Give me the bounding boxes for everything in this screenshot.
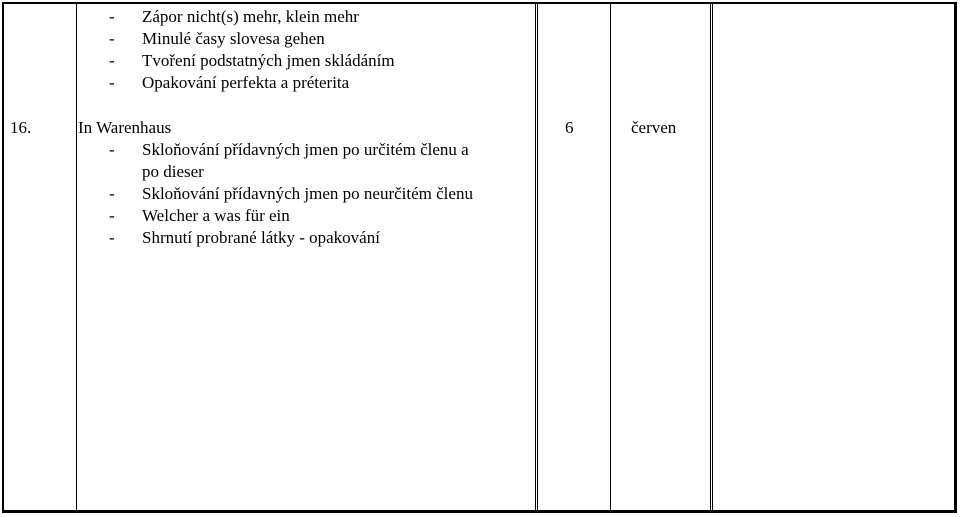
topic-item-text: Opakování perfekta a préterita	[142, 73, 350, 92]
row-2-topic-list	[109, 139, 473, 249]
list-item	[109, 183, 473, 205]
column-divider-month-a	[710, 4, 711, 510]
column-divider-number	[76, 4, 77, 510]
hours-value: 6	[565, 118, 574, 137]
list-item	[109, 50, 395, 72]
topic-item-text: Minulé časy slovesa gehen	[142, 29, 325, 48]
topic-item-text: Shrnutí probrané látky - opakování	[142, 228, 380, 247]
topic-item-text: Skloňování přídavných jmen po určitém členu a	[142, 140, 469, 159]
column-divider-topic-b	[537, 4, 538, 510]
list-item	[109, 6, 395, 28]
bullet-dash: -	[109, 51, 115, 70]
list-item	[109, 205, 473, 227]
row-number: 16.	[10, 118, 32, 137]
bullet-dash: -	[109, 7, 115, 26]
topic-item-text: Skloňování přídavných jmen po neurčitém členu	[142, 184, 473, 203]
list-item	[109, 28, 395, 50]
bullet-dash: -	[109, 184, 115, 203]
month-value: červen	[631, 118, 677, 137]
bullet-dash: -	[109, 29, 115, 48]
list-item	[109, 72, 395, 94]
column-divider-month-b	[712, 4, 713, 510]
topic-item-text: Welcher a was für ein	[142, 206, 290, 225]
column-divider-hours	[610, 4, 611, 510]
topic-item-continuation: po dieser	[142, 162, 204, 181]
topic-item-text: Zápor nicht(s) mehr, klein mehr	[142, 7, 359, 26]
bullet-dash: -	[109, 73, 115, 92]
bullet-dash: -	[109, 140, 115, 159]
bullet-dash: -	[109, 206, 115, 225]
list-item	[109, 227, 473, 249]
row-1-topic-list	[109, 6, 395, 94]
bullet-dash: -	[109, 228, 115, 247]
topic-item-text: Tvoření podstatných jmen skládáním	[142, 51, 395, 70]
list-item	[109, 139, 473, 183]
topic-title: In Warenhaus	[78, 118, 172, 137]
column-divider-topic-a	[535, 4, 536, 510]
